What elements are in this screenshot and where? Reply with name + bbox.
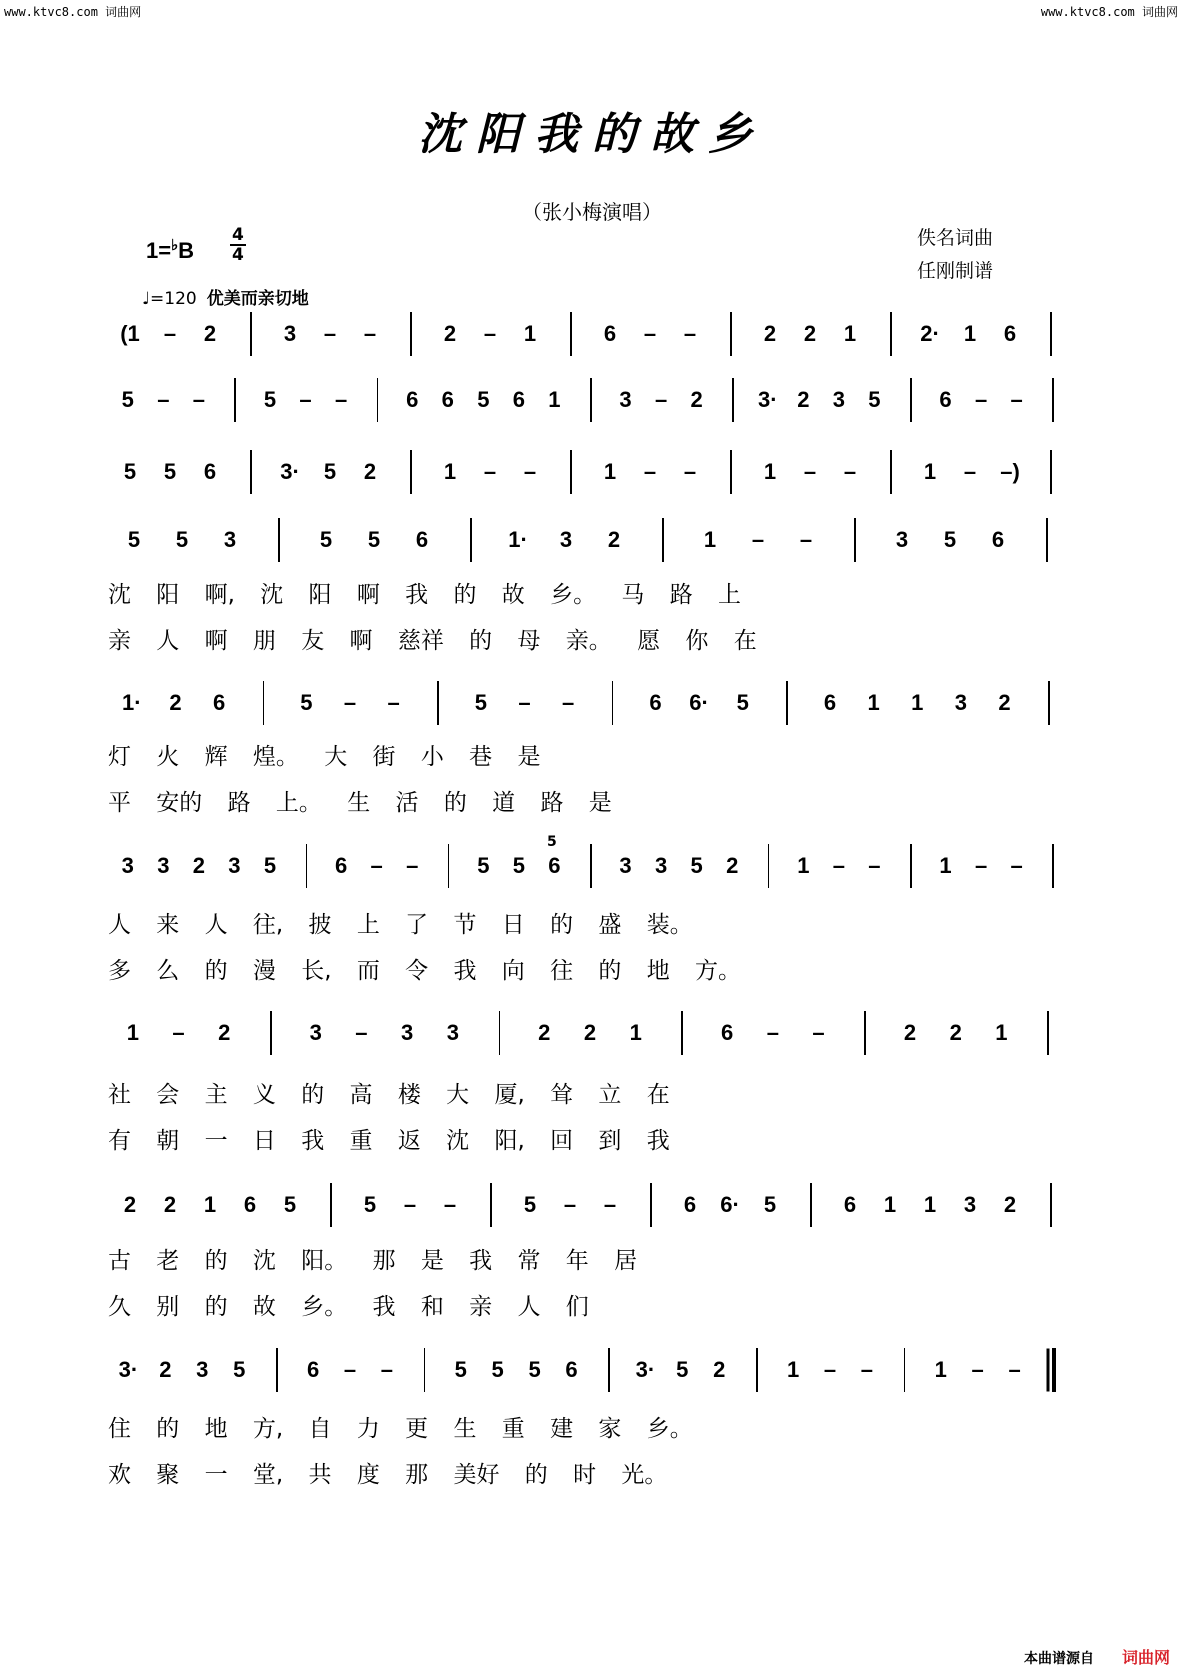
note: 2: [949, 1020, 962, 1045]
note: 2: [159, 1357, 172, 1382]
staff-line: [110, 1348, 1070, 1392]
note: 3: [654, 853, 668, 878]
note: 3: [228, 853, 241, 878]
barline: [910, 378, 912, 422]
dash: –: [483, 321, 497, 346]
barline: [1052, 844, 1054, 888]
dash: –: [323, 321, 337, 346]
note: 3: [895, 527, 909, 552]
note: 6: [548, 853, 561, 878]
lyric-line: 有 朝 一 日 我 重 返 沈 阳, 回 到 我: [108, 1128, 670, 1154]
barline: [377, 378, 379, 422]
note: 6: [939, 387, 952, 412]
note: –): [1000, 459, 1020, 484]
note: 1: [763, 459, 777, 484]
barline: [270, 1011, 272, 1055]
dash: –: [860, 1357, 874, 1382]
barline: [1050, 1183, 1052, 1227]
note: 5: [736, 690, 749, 715]
note: 6: [203, 459, 217, 484]
dash: –: [803, 459, 817, 484]
dash: –: [766, 1020, 779, 1045]
dash: –: [355, 1020, 368, 1045]
dash: –: [406, 853, 419, 878]
barline: [590, 378, 592, 422]
dash: –: [403, 1192, 417, 1217]
note: 1: [203, 1192, 217, 1217]
dash: –: [751, 527, 765, 552]
note: 5: [690, 853, 703, 878]
barline: [1048, 681, 1050, 725]
dash: –: [370, 853, 383, 878]
note: 6: [406, 387, 419, 412]
time-signature: [230, 226, 246, 264]
note: 1: [843, 321, 857, 346]
note: 6: [603, 321, 617, 346]
note: 1: [443, 459, 457, 484]
barline: [1050, 312, 1052, 356]
barline: [732, 378, 734, 422]
note: 5: [127, 527, 141, 552]
dash: –: [974, 853, 988, 878]
watermark-right: www.ktvc8.com 词曲网: [1040, 5, 1178, 19]
footer-logo: 词曲网: [1121, 1648, 1170, 1667]
note: 2: [443, 321, 457, 346]
barline: [1052, 378, 1054, 422]
note: 5: [283, 1192, 297, 1217]
note: 5: [512, 853, 525, 878]
lyric-line: 多 么 的 漫 长, 而 令 我 向 往 的 地 方。: [108, 958, 742, 984]
note: 1: [934, 1357, 947, 1382]
note: 6: [721, 1020, 734, 1045]
note: 5: [763, 1192, 777, 1217]
note: 2: [192, 853, 205, 878]
lyric-line: 社 会 主 义 的 高 楼 大 厦, 耸 立 在: [108, 1082, 670, 1108]
barline: [448, 844, 450, 888]
dash: –: [483, 459, 497, 484]
note: 3: [619, 387, 632, 412]
staff-line: [110, 681, 1070, 725]
barline: [590, 844, 592, 888]
dash: –: [343, 690, 357, 715]
staff-line: [110, 1011, 1070, 1055]
credit-score: 任刚制谱: [917, 260, 994, 282]
note: 6: [415, 527, 429, 552]
barline: [1052, 1348, 1056, 1392]
barline: [612, 681, 614, 725]
note: 1: [126, 1020, 139, 1045]
barline: [410, 312, 412, 356]
note: 3: [196, 1357, 209, 1382]
dash: –: [443, 1192, 457, 1217]
dash: –: [523, 459, 537, 484]
note: 3: [223, 527, 237, 552]
dash: –: [812, 1020, 825, 1045]
note: 1: [629, 1020, 642, 1045]
credit-lyrics: 佚名词曲: [917, 227, 994, 249]
note: 2: [363, 459, 377, 484]
barline: [1047, 1011, 1049, 1055]
barline: [662, 518, 664, 562]
note: 3: [121, 853, 134, 878]
note: 6·: [720, 1192, 740, 1217]
note: 6: [649, 690, 662, 715]
note: 2: [763, 321, 777, 346]
barline: [490, 1183, 492, 1227]
dash: –: [1008, 1357, 1021, 1382]
dash: –: [974, 387, 988, 412]
dash: –: [380, 1357, 394, 1382]
dash: –: [163, 321, 177, 346]
note: 3: [963, 1192, 977, 1217]
dash: –: [799, 527, 813, 552]
barline: [234, 378, 236, 422]
barline: [650, 1183, 652, 1227]
lyric-line: 灯 火 辉 煌。 大 街 小 巷 是: [108, 744, 541, 770]
dash: –: [603, 1192, 617, 1217]
note: 5: [233, 1357, 246, 1382]
barline: [890, 450, 892, 494]
lyric-line: 平 安的 路 上。 生 活 的 道 路 是: [108, 790, 612, 816]
barline: [570, 450, 572, 494]
barline: [499, 1011, 501, 1055]
dash: –: [563, 1192, 577, 1217]
performer: （张小梅演唱）: [522, 200, 662, 224]
note: 3: [401, 1020, 414, 1045]
dash: –: [832, 853, 845, 878]
dash: –: [343, 1357, 357, 1382]
barline: [786, 681, 788, 725]
dash: –: [643, 321, 657, 346]
dash: –: [971, 1357, 984, 1382]
tempo-text: 优美而亲切地: [206, 289, 309, 309]
barline: [768, 844, 770, 888]
note: 5: [300, 690, 313, 715]
barline: [424, 1348, 426, 1392]
note: 2·: [920, 321, 940, 346]
watermark-left: www.ktvc8.com 词曲网: [4, 5, 142, 19]
dash: –: [963, 459, 977, 484]
barline: [263, 681, 265, 725]
note: 3·: [280, 459, 300, 484]
note: 5: [367, 527, 381, 552]
barline: [890, 312, 892, 356]
grace-note: 5: [547, 834, 557, 850]
staff-line: [110, 844, 1070, 888]
note: 1: [923, 459, 937, 484]
note: 3·: [635, 1357, 656, 1382]
note: 2: [803, 321, 817, 346]
barline: [306, 844, 308, 888]
note: 1: [911, 690, 924, 715]
staff-line: [110, 378, 1070, 422]
note: 3: [954, 690, 968, 715]
barline: [608, 1348, 610, 1392]
key-signature: [146, 236, 194, 264]
note: 3·: [757, 387, 778, 412]
note: 6: [441, 387, 454, 412]
barline: [410, 450, 412, 494]
note: 2: [690, 387, 703, 412]
dash: –: [363, 321, 377, 346]
note: 5: [363, 1192, 377, 1217]
note: 5: [175, 527, 189, 552]
note: 5: [523, 1192, 537, 1217]
note: 5: [454, 1357, 467, 1382]
dash: –: [843, 459, 857, 484]
lyric-line: 人 来 人 往, 披 上 了 节 日 的 盛 装。: [108, 912, 693, 938]
note: 2: [123, 1192, 137, 1217]
note: 1: [939, 853, 952, 878]
note: 6: [334, 853, 348, 878]
dash: –: [683, 321, 697, 346]
note: 2: [607, 527, 621, 552]
note: 5: [868, 387, 881, 412]
note: 2: [538, 1020, 551, 1045]
note: 5: [477, 853, 490, 878]
dash: –: [562, 690, 575, 715]
note: 2: [169, 690, 182, 715]
barline: [730, 312, 732, 356]
note: 6: [243, 1192, 257, 1217]
note: 2: [726, 853, 739, 878]
note: 1: [797, 853, 810, 878]
note: 6: [565, 1357, 578, 1382]
note: 1: [923, 1192, 937, 1217]
note: 5: [528, 1357, 541, 1382]
note: 3·: [118, 1357, 139, 1382]
dash: –: [1010, 853, 1023, 878]
note: 1·: [508, 527, 528, 552]
note: 2: [163, 1192, 177, 1217]
lyric-line: 久 别 的 故 乡。 我 和 亲 人 们: [108, 1294, 589, 1320]
note: 1: [963, 321, 977, 346]
note: 1: [603, 459, 617, 484]
dash: –: [299, 387, 312, 412]
time-denominator: 4: [232, 245, 244, 265]
note: 6: [1003, 321, 1017, 346]
staff-line: [110, 518, 1070, 562]
barline: [904, 1348, 906, 1392]
barline: [864, 1011, 866, 1055]
barline: [730, 450, 732, 494]
note: 1: [786, 1357, 800, 1382]
staff-line: [110, 450, 1070, 494]
note: 6: [991, 527, 1005, 552]
dash: –: [683, 459, 697, 484]
note: 6·: [689, 690, 709, 715]
barline: [810, 1183, 812, 1227]
dash: –: [654, 387, 668, 412]
note: 2: [218, 1020, 231, 1045]
staff-line: [110, 312, 1070, 356]
barline: [250, 450, 252, 494]
note: 5: [676, 1357, 689, 1382]
dash: –: [387, 690, 400, 715]
note: 2: [1003, 1192, 1017, 1217]
note: 3: [309, 1020, 322, 1045]
dash: –: [157, 387, 170, 412]
footer-source: 本曲谱源自: [1024, 1651, 1094, 1667]
lyric-line: 欢 聚 一 堂, 共 度 那 美好 的 时 光。: [108, 1462, 668, 1488]
barline: [470, 518, 472, 562]
lyric-line: 沈 阳 啊, 沈 阳 啊 我 的 故 乡。 马 路 上: [108, 582, 742, 608]
dash: –: [192, 387, 205, 412]
note: 3: [446, 1020, 459, 1045]
staff-line: [110, 1183, 1070, 1227]
dash: –: [172, 1020, 185, 1045]
note: 2: [797, 387, 810, 412]
note: 1: [867, 690, 880, 715]
barline: [250, 312, 252, 356]
tempo: [142, 284, 309, 309]
note: 1: [883, 1192, 897, 1217]
note: 3: [559, 527, 573, 552]
barline: [278, 518, 280, 562]
note: 2: [998, 690, 1011, 715]
note: 5: [474, 690, 488, 715]
lyric-line: 住 的 地 方, 自 力 更 生 重 建 家 乡。: [108, 1416, 693, 1442]
note: 5: [121, 387, 134, 412]
page-title: 沈阳我的故乡: [418, 109, 766, 160]
note: 6: [512, 387, 525, 412]
note: 5: [163, 459, 177, 484]
note: 5: [491, 1357, 504, 1382]
time-numerator: 4: [232, 225, 244, 245]
note: 6: [843, 1192, 857, 1217]
note: 5: [477, 387, 490, 412]
note: 5: [263, 853, 277, 878]
note: 6: [306, 1357, 320, 1382]
note: 5: [263, 387, 277, 412]
barline: [756, 1348, 758, 1392]
dash: –: [868, 853, 881, 878]
dash: –: [643, 459, 657, 484]
barline: [437, 681, 439, 725]
key-note: B: [178, 238, 195, 263]
note: (1: [120, 321, 140, 346]
key-label: 1=: [146, 238, 172, 263]
tempo-mark: ♩=120: [142, 289, 197, 309]
note: 1: [548, 387, 561, 412]
note: 5: [323, 459, 337, 484]
note: 1·: [122, 690, 142, 715]
note: 2: [713, 1357, 726, 1382]
barline: [681, 1011, 683, 1055]
dash: –: [334, 387, 348, 412]
note: 5: [319, 527, 333, 552]
note: 3: [157, 853, 170, 878]
barline: [570, 312, 572, 356]
barline: [276, 1348, 278, 1392]
dash: –: [823, 1357, 837, 1382]
note: 3: [283, 321, 297, 346]
note: 2: [903, 1020, 917, 1045]
note: 3: [619, 853, 632, 878]
lyric-line: 古 老 的 沈 阳。 那 是 我 常 年 居: [108, 1248, 638, 1274]
barline: [330, 1183, 332, 1227]
note: 5: [123, 459, 137, 484]
note: 6: [823, 690, 837, 715]
barline: [1046, 518, 1048, 562]
lyric-line: 亲 人 啊 朋 友 啊 慈祥 的 母 亲。 愿 你 在: [108, 628, 757, 654]
flat-symbol: ♭: [171, 237, 179, 254]
barline: [854, 518, 856, 562]
dash: –: [518, 690, 531, 715]
note: 1: [703, 527, 717, 552]
note: 2: [203, 321, 217, 346]
dash: –: [1010, 387, 1023, 412]
credits: [917, 222, 993, 288]
note: 1: [523, 321, 537, 346]
note: 3: [832, 387, 845, 412]
note: 1: [995, 1020, 1008, 1045]
note: 6: [212, 690, 226, 715]
barline: [1050, 450, 1052, 494]
note: 2: [583, 1020, 597, 1045]
note: 6: [683, 1192, 697, 1217]
note: 5: [943, 527, 957, 552]
barline: [910, 844, 912, 888]
